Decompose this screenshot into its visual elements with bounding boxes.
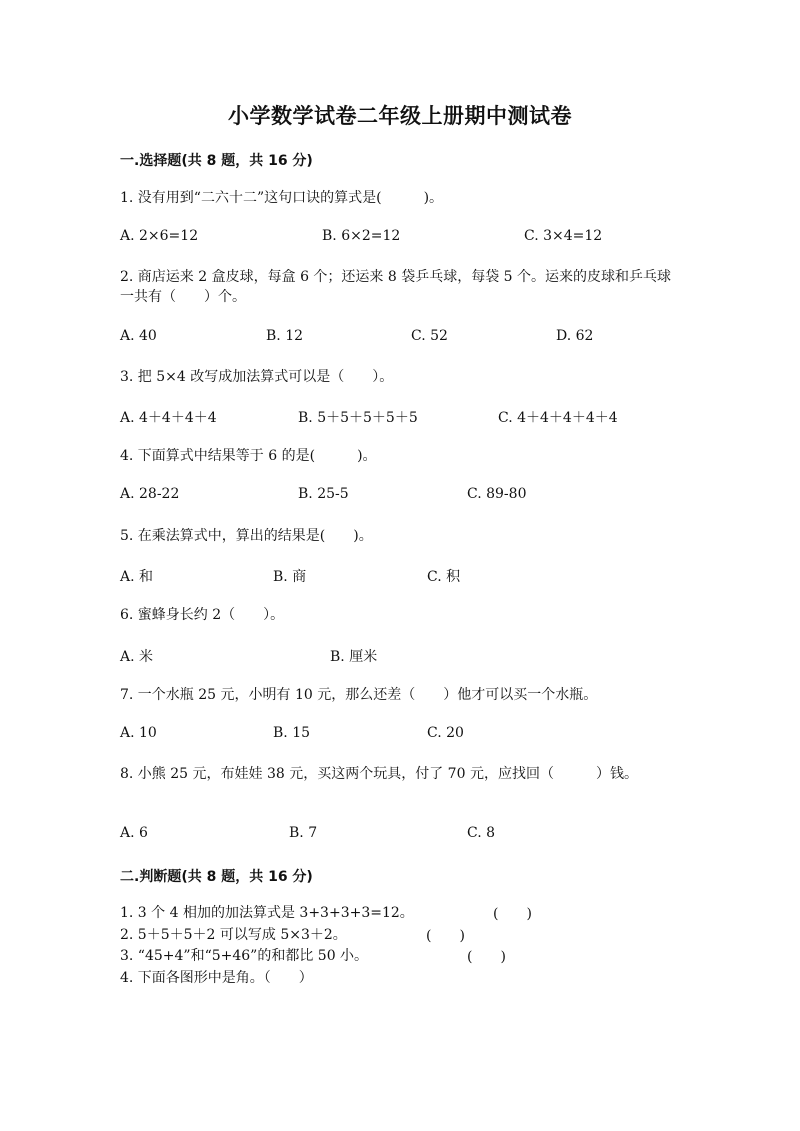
option-1a: A. 2×6=12	[120, 228, 199, 244]
question-3: 3. 把 5×4 改写成加法算式可以是（ ）。	[120, 369, 394, 385]
section-heading-true-false: 二.判断题(共 8 题，共 16 分)	[120, 869, 313, 885]
option-5c: C. 积	[427, 569, 461, 585]
option-8a: A. 6	[120, 825, 148, 841]
option-7c: C. 20	[427, 725, 464, 741]
option-3b: B. 5＋5＋5＋5＋5	[298, 410, 418, 426]
option-5a: A. 和	[120, 569, 154, 585]
question-8: 8. 小熊 25 元，布娃娃 38 元，买这两个玩具，付了 70 元，应找回（ ）钱。	[120, 766, 638, 782]
option-1c: C. 3×4=12	[524, 228, 603, 244]
judge-answer-blank-3: ( )	[467, 949, 506, 965]
option-2c: C. 52	[411, 328, 448, 344]
question-5: 5. 在乘法算式中，算出的结果是( )。	[120, 528, 373, 544]
option-7a: A. 10	[120, 725, 157, 741]
question-2: 2. 商店运来 2 盒皮球，每盒 6 个；还运来 8 袋乒乓球，每袋 5 个。运来的皮球和乒乓球一共有（ ）个。	[120, 269, 672, 305]
option-4a: A. 28-22	[120, 486, 180, 502]
option-6a: A. 米	[120, 649, 154, 665]
question-6: 6. 蜜蜂身长约 2（ ）。	[120, 607, 285, 623]
option-7b: B. 15	[273, 725, 311, 741]
option-2a: A. 40	[120, 328, 157, 344]
option-3c: C. 4＋4＋4＋4＋4	[498, 410, 618, 426]
option-3a: A. 4＋4＋4＋4	[120, 410, 217, 426]
question-1: 1. 没有用到“二六十二”这句口诀的算式是( )。	[120, 190, 444, 206]
option-2d: D. 62	[556, 328, 594, 344]
option-2b: B. 12	[266, 328, 304, 344]
judge-item-4: 4. 下面各图形中是角。（ ）	[120, 970, 313, 986]
option-1b: B. 6×2=12	[322, 228, 401, 244]
option-8c: C. 8	[467, 825, 496, 841]
option-6b: B. 厘米	[330, 649, 378, 665]
question-4: 4. 下面算式中结果等于 6 的是( )。	[120, 448, 377, 464]
option-5b: B. 商	[273, 569, 307, 585]
option-8b: B. 7	[289, 825, 318, 841]
judge-answer-blank-2: ( )	[426, 928, 465, 944]
question-7: 7. 一个水瓶 25 元，小明有 10 元，那么还差（ ）他才可以买一个水瓶。	[120, 687, 598, 703]
section-heading-multiple-choice: 一.选择题(共 8 题，共 16 分)	[120, 153, 313, 169]
judge-answer-blank-1: ( )	[493, 906, 532, 922]
judge-item-1: 1. 3 个 4 相加的加法算式是 3+3+3+3=12。	[120, 905, 414, 921]
page-title: 小学数学试卷二年级上册期中测试卷	[228, 104, 572, 128]
option-4b: B. 25-5	[298, 486, 349, 502]
judge-item-3: 3. “45+4”和“5+46”的和都比 50 小。	[120, 948, 369, 964]
judge-item-2: 2. 5＋5＋5＋2 可以写成 5×3＋2。	[120, 927, 347, 943]
option-4c: C. 89-80	[467, 486, 527, 502]
